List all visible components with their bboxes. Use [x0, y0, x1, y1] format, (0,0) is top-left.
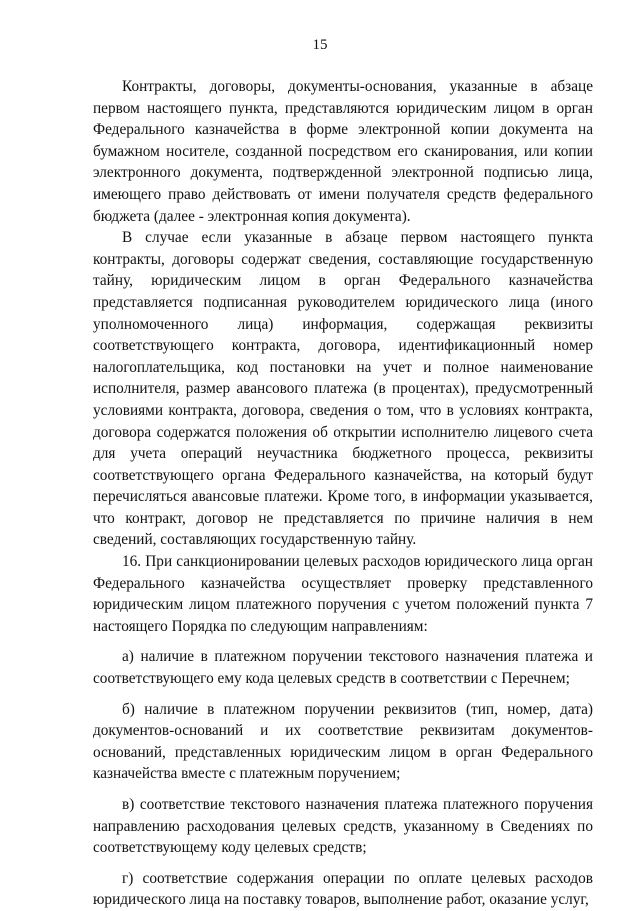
paragraph-state-secret: В случае если указанные в абзаце первом настоящего пункта контракты, договоры содержат сведения, составляющие государственную тайну, юридическим лицом в орган Федерального казначейства представляется подписанная руководителем юридического лица (иного уполномоченного лица) информация, содержащая реквизиты соответствующего контракта, договора, идентификационный номер налогоплательщика, код постановки на учет и полное наименование исполнителя, размер авансового платежа (в процентах), предусмотренный условиями контракта, договора, сведения о том, что в условиях контракта, договора содержатся положения об открытии исполнителю лицевого счета для учета операций неучастника бюджетного процесса, реквизиты соответствующего органа Федерального казначейства, на который будут перечисляться авансовые платежи. Кроме того, в информации указывается, что контракт, договор не представляется по причине наличия в нем сведений, составляющих государственную тайну. — [93, 229, 593, 549]
paragraph-subitem-b: б) наличие в платежном поручении реквизитов (тип, номер, дата) документов-оснований и их соответствие реквизитам документов-оснований, представленных юридическим лицом в орган Федерального казначейства вместе с платежным поручением; — [93, 700, 593, 783]
page-number: 15 — [312, 37, 328, 53]
paragraph-subitem-g: г) соответствие содержания операции по оплате целевых расходов юридического лица на поставку товаров, выполнение работ, оказание услуг, — [93, 869, 593, 909]
paragraph-item-16: 16. При санкционировании целевых расходов юридического лица орган Федерального казначейства осуществляет проверку представленного юридическим лицом платежного поручения с учетом положений пункта 7 настоящего Порядка по следующим направлениям: — [93, 553, 593, 635]
paragraph-subitem-a: а) наличие в платежном поручении текстового назначения платежа и соответствующего ему кода целевых средств в соответствии с Перечнем; — [93, 648, 593, 688]
paragraph-electronic-copy: Контракты, договоры, документы-основания, указанные в абзаце первом настоящего пункта, представляются юридическим лицом в орган Федерального казначейства в форме электронной копии документа на бумажном носителе, созданной посредством его сканирования, или копии электронного документа, подтвержденной электронной подписью лица, имеющего право действовать от имени получателя средств федерального бюджета (далее - электронная копия документа). — [93, 78, 593, 225]
paragraph-subitem-v: в) соответствие текстового назначения платежа платежного поручения направлению расходования целевых средств, указанному в Сведениях по соответствующему коду целевых средств; — [93, 796, 593, 857]
document-body — [93, 76, 593, 911]
